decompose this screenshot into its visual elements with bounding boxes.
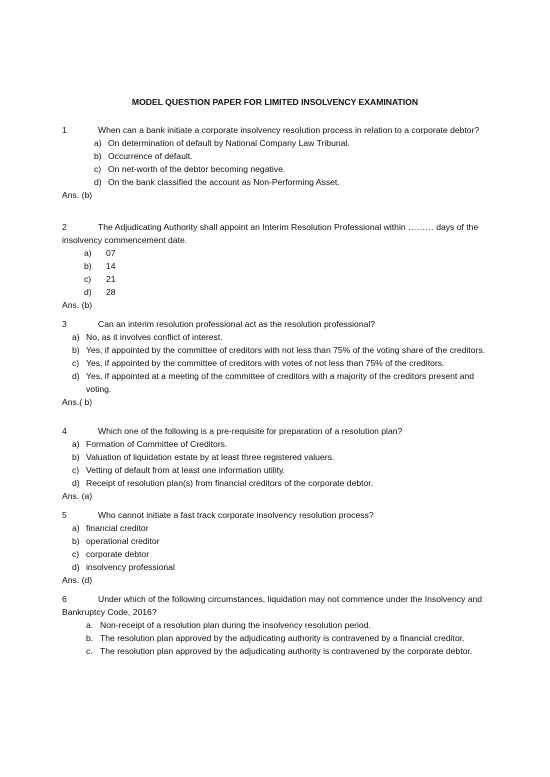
option: c) corporate debtor xyxy=(72,549,150,559)
question-4 xyxy=(62,425,492,503)
question-header xyxy=(62,124,492,137)
option: d) insolvency professional xyxy=(72,562,175,572)
question-text: When can a bank initiate a corporate insolvency resolution process in relation to a corporate debtor? xyxy=(98,125,480,135)
option: b) Yes, if appointed by the committee of creditors with not less than 75% of the voting share of the creditors. xyxy=(72,345,486,355)
question-number: 2 xyxy=(62,222,67,232)
option: b) Valuation of liquidation estate by at least three registered valuers. xyxy=(72,452,335,462)
question-text: Can an interim resolution professional act as the resolution professional? xyxy=(98,319,376,329)
question-5 xyxy=(62,509,492,587)
answer: Ans. (b) xyxy=(62,190,93,200)
option: b) 14 xyxy=(84,261,116,271)
option: d) On the bank classified the account as Non-Performing Asset. xyxy=(94,177,340,187)
question-number: 1 xyxy=(62,125,67,135)
answer: Ans.( b) xyxy=(62,397,93,407)
option: a) 07 xyxy=(84,248,116,258)
question-header xyxy=(62,593,492,619)
question-number: 6 xyxy=(62,594,67,604)
question-text: Who cannot initiate a fast track corporate insolvency resolution process? xyxy=(98,510,374,520)
option: a. Non-receipt of a resolution plan during the insolvency resolution period. xyxy=(86,620,371,630)
question-1 xyxy=(62,124,492,202)
question-header xyxy=(62,425,492,438)
question-header xyxy=(62,509,492,522)
question-2 xyxy=(62,221,492,312)
option: b. The resolution plan approved by the adjudicating authority is contravened by a financial creditor. xyxy=(86,633,465,643)
question-6 xyxy=(62,593,492,658)
option: c) 21 xyxy=(84,274,116,284)
question-header xyxy=(62,221,492,247)
option: c) Yes, if appointed by the committee of creditors with votes of not less than 75% of the creditors. xyxy=(72,358,445,368)
option: a) Formation of Committee of Creditors. xyxy=(72,439,228,449)
option: d) Receipt of resolution plan(s) from financial creditors of the corporate debtor. xyxy=(72,478,374,488)
question-number: 5 xyxy=(62,510,67,520)
question-text: Under which of the following circumstances, liquidation may not commence under the Insolvency and Bankruptcy Code, 2016? xyxy=(62,594,483,617)
answer: Ans. (d) xyxy=(62,575,93,585)
question-header xyxy=(62,318,492,331)
option: b) Occurrence of default. xyxy=(94,151,193,161)
answer: Ans. (b) xyxy=(62,300,93,310)
option: a) financial creditor xyxy=(72,523,149,533)
question-text: Which one of the following is a pre-requisite for preparation of a resolution plan? xyxy=(98,426,403,436)
option: c) On net-worth of the debtor becoming negative. xyxy=(94,164,286,174)
answer: Ans. (a) xyxy=(62,491,93,501)
option: c) Vetting of default from at least one information utility. xyxy=(72,465,286,475)
option: d) 28 xyxy=(84,287,116,297)
question-number: 4 xyxy=(62,426,67,436)
option: a) On determination of default by National Company Law Tribunal. xyxy=(94,138,350,148)
option: d) Yes, if appointed at a meeting of the committee of creditors with a majority of the creditors present and voting. xyxy=(72,371,475,394)
option: a) No, as it involves conflict of interest. xyxy=(72,332,223,342)
option: b) operational creditor xyxy=(72,536,160,546)
question-3 xyxy=(62,318,492,409)
page-title: MODEL QUESTION PAPER FOR LIMITED INSOLVENCY EXAMINATION xyxy=(131,97,419,107)
option: c. The resolution plan approved by the adjudicating authority is contravened by the corporate debtor. xyxy=(86,646,473,656)
question-text: The Adjudicating Authority shall appoint an Interim Resolution Professional within ……… days of the insolvency commencement date. xyxy=(62,222,479,245)
question-number: 3 xyxy=(62,319,67,329)
